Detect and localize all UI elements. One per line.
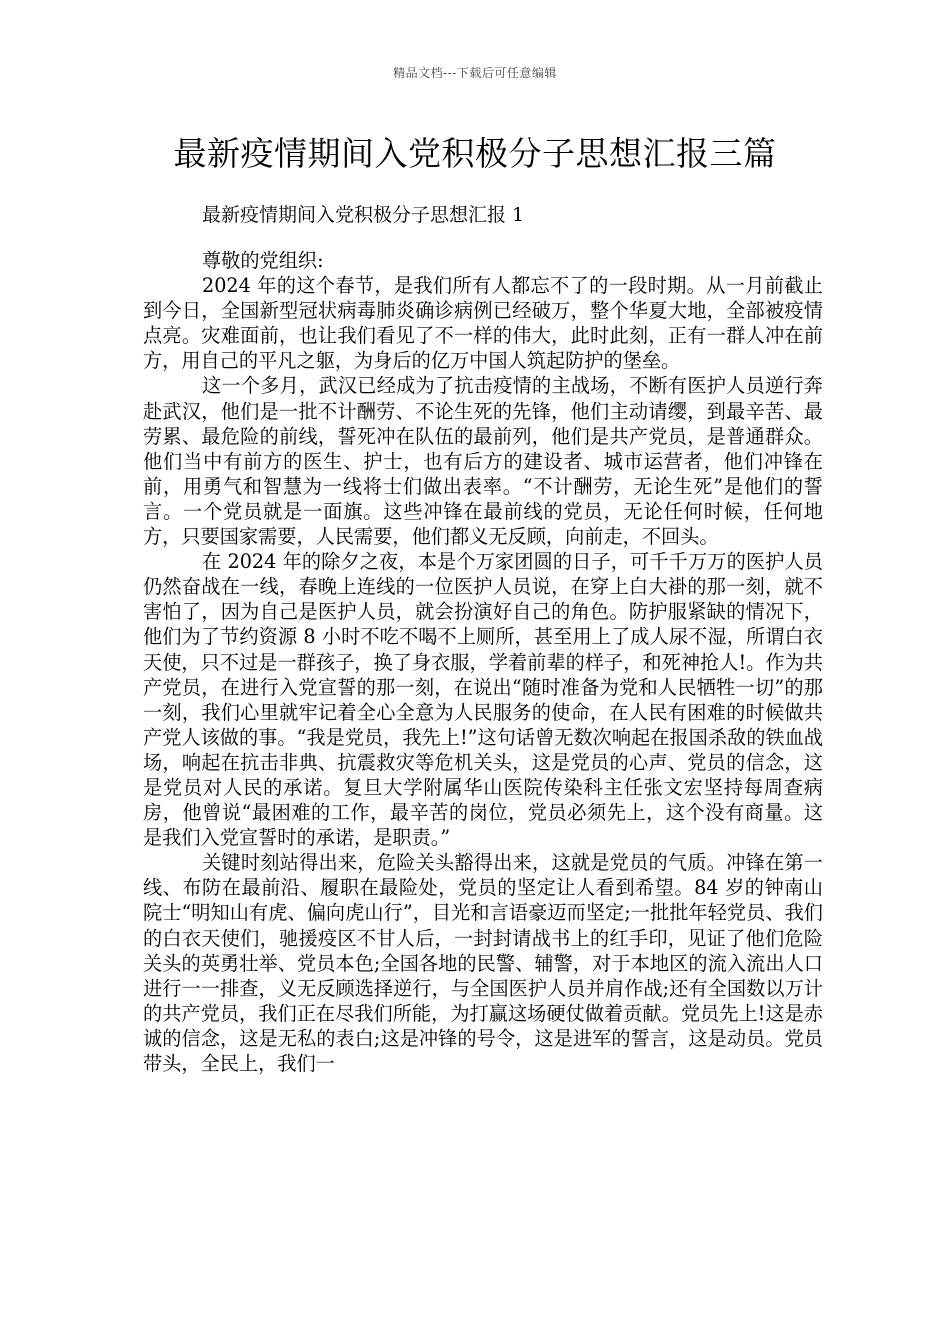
- document-title: 最新疫情期间入党积极分子思想汇报三篇: [173, 134, 777, 173]
- salutation: 尊敬的党组织:: [202, 249, 324, 272]
- paragraph: 2024 年的这个春节，是我们所有人都忘不了的一段时期。从一月前截止到今日，全国新型冠状病毒肺炎确诊病例已经破万，整个华夏大地，全部被疫情点亮。灾难面前，也让我们看见了不一样的伟大，此时此刻，正有一群人冲在前方，用自己的平凡之躯，为身后的亿万中国人筑起防护的堡垒。: [143, 274, 823, 373]
- section-subtitle: 最新疫情期间入党积极分子思想汇报 1: [202, 204, 525, 226]
- paragraph: 这一个多月，武汉已经成为了抗击疫情的主战场，不断有医护人员逆行奔赴武汉，他们是一批不计酬劳、不论生死的先锋，他们主动请缨，到最辛苦、最劳累、最危险的前线，誓死冲在队伍的最前列，他们是共产党员，是普通群众。他们当中有前方的医生、护士，也有后方的建设者、城市运营者，他们冲锋在前，用勇气和智慧为一线将士们做出表率。“不计酬劳，无论生死”是他们的誓言。一个党员就是一面旗。这些冲锋在最前线的党员，无论任何时候，任何地方，只要国家需要，人民需要，他们都义无反顾，向前走，不回头。: [143, 374, 823, 549]
- paragraph: 关键时刻站得出来，危险关头豁得出来，这就是党员的气质。冲锋在第一线、布防在最前沿、履职在最险处，党员的坚定让人看到希望。84 岁的钟南山院士“明知山有虎、偏向虎山行”，目光和言语豪迈而坚定;一批批年轻党员、我们的白衣天使们，驰援疫区不甘人后，一封封请战书上的红手印，见证了他们危险关头的英勇壮举、党员本色;全国各地的民警、辅警，对于本地区的流入流出人口进行一一排查，义无反顾选择逆行，与全国医护人员并肩作战;还有全国数以万计的共产党员，我们正在尽我们所能，为打赢这场硬仗做着贡献。党员先上!这是赤诚的信念，这是无私的表白;这是冲锋的号令，这是进军的誓言，这是动员。党员带头，全民上，我们一: [143, 851, 823, 1075]
- paragraph: 在 2024 年的除夕之夜，本是个万家团圆的日子，可千千万万的医护人员仍然奋战在一线，春晚上连线的一位医护人员说，在穿上白大褂的那一刻，就不害怕了，因为自己是医护人员，就会扮演好自己的角色。防护服紧缺的情况下，他们为了节约资源 8 小时不吃不喝不上厕所，甚至用上了成人尿不湿，所谓白衣天使，只不过是一群孩子，换了身衣服，学着前辈的样子，和死神抢人!。作为共产党员，在进行入党宣誓的那一刻，在说出“随时准备为党和人民牺牲一切”的那一刻，我们心里就牢记着全心全意为人民服务的使命，在人民有困难的时候做共产党人该做的事。“我是党员，我先上!”这句话曾无数次响起在报国杀敌的铁血战场，响起在抗击非典、抗震救灾等危机关头，这是党员的心声、党员的信念，这是党员对人民的承诺。复旦大学附属华山医院传染科主任张文宏坚持每周查病房，他曾说“最困难的工作，最辛苦的岗位，党员必须先上，这个没有商量。这是我们入党宣誓时的承诺，是职责。”: [143, 550, 823, 850]
- page-header: 精品文档---下载后可任意编辑: [393, 66, 557, 80]
- document-body: [143, 248, 823, 1076]
